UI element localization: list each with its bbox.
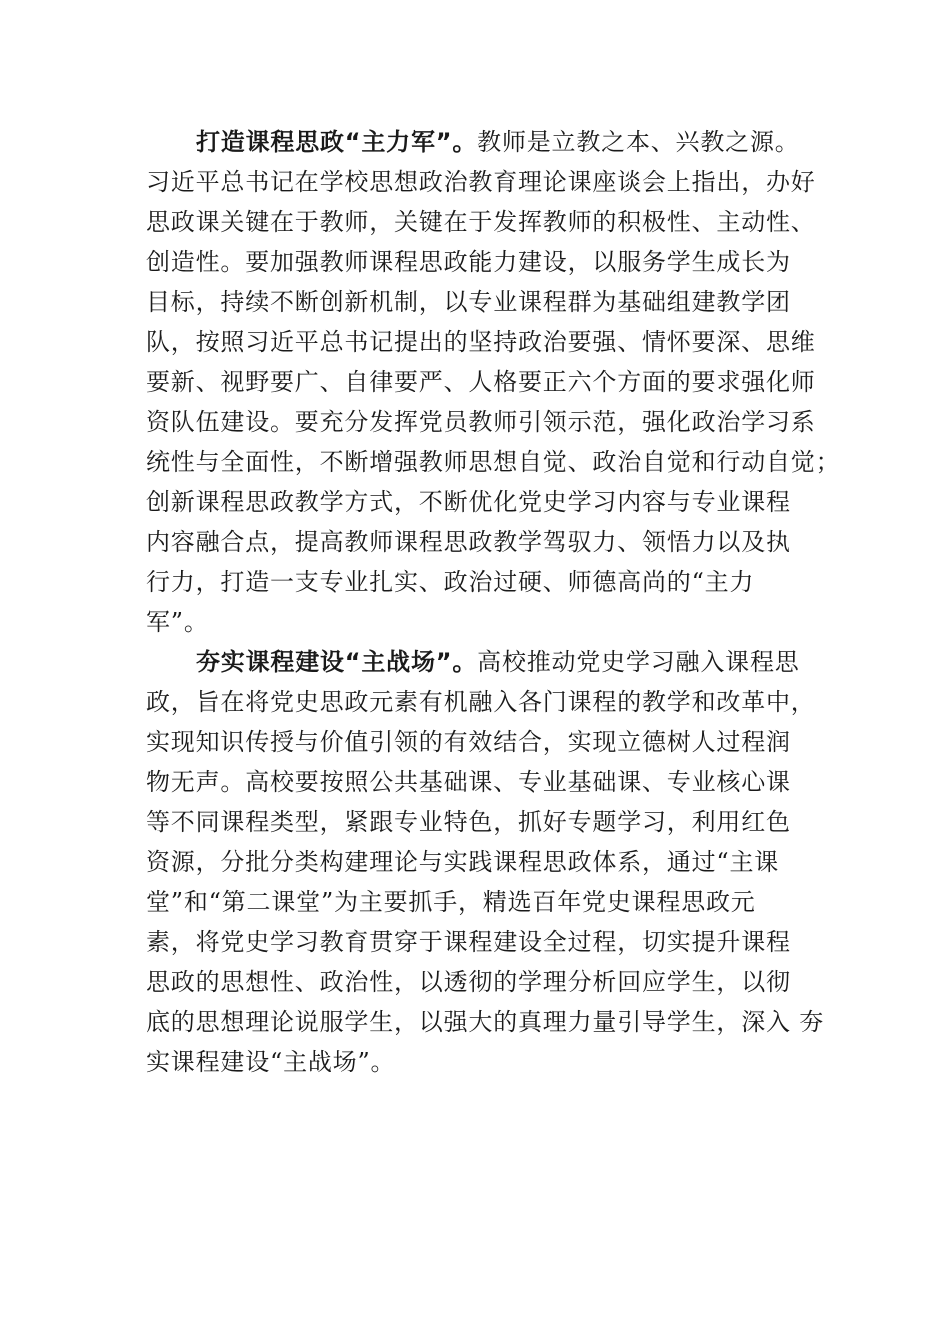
paragraph-curriculum (146, 642, 846, 1082)
paragraph-heading: 夯实课程建设“主战场”。 (196, 648, 478, 676)
paragraph-line: 内容融合点，提高教师课程思政教学驾驭力、领悟力以及执 (146, 528, 791, 556)
paragraph-line: 物无声。高校要按照公共基础课、专业基础课、专业核心课 (146, 768, 791, 796)
paragraph-heading: 打造课程思政“主力军”。 (196, 128, 478, 156)
paragraph-first-line (146, 642, 846, 682)
document-body (146, 122, 846, 1082)
paragraph-line: 实现知识传授与价值引领的有效结合，实现立德树人过程润 (146, 728, 791, 756)
paragraph-line: 习近平总书记在学校思想政治教育理论课座谈会上指出，办好 (146, 168, 816, 196)
paragraph-line: 思政的思想性、政治性，以透彻的学理分析回应学生，以彻 (146, 968, 791, 996)
paragraph-text: 高校推动党史学习融入课程思 (477, 648, 800, 676)
paragraph-line: 素，将党史学习教育贯穿于课程建设全过程，切实提升课程 (146, 928, 791, 956)
paragraph-line: 资源，分批分类构建理论与实践课程思政体系，通过“主课 (146, 848, 780, 876)
paragraph-line: 实课程建设“主战场”。 (146, 1048, 396, 1076)
paragraph-line: 政，旨在将党史思政元素有机融入各门课程的教学和改革中， (146, 688, 816, 716)
paragraph-line: 要新、视野要广、自律要严、人格要正六个方面的要求强化师 (146, 368, 816, 396)
paragraph-teachers (146, 122, 846, 642)
paragraph-text: 教师是立教之本、兴教之源。 (477, 128, 800, 156)
paragraph-line: 统性与全面性，不断增强教师思想自觉、政治自觉和行动自觉； (146, 448, 841, 476)
paragraph-line: 堂”和“第二课堂”为主要抓手，精选百年党史课程思政元 (146, 888, 756, 916)
paragraph-line: 军”。 (146, 608, 209, 636)
paragraph-line: 等不同课程类型，紧跟专业特色，抓好专题学习，利用红色 (146, 808, 791, 836)
paragraph-line: 行力，打造一支专业扎实、政治过硬、师德高尚的“主力 (146, 568, 755, 596)
paragraph-line: 底的思想理论说服学生，以强大的真理力量引导学生，深入 夯 (146, 1008, 825, 1036)
paragraph-line: 创造性。要加强教师课程思政能力建设，以服务学生成长为 (146, 248, 791, 276)
paragraph-line: 创新课程思政教学方式，不断优化党史学习内容与专业课程 (146, 488, 791, 516)
paragraph-line: 队，按照习近平总书记提出的坚持政治要强、情怀要深、思维 (146, 328, 816, 356)
paragraph-line: 目标，持续不断创新机制，以专业课程群为基础组建教学团 (146, 288, 791, 316)
paragraph-first-line (146, 122, 846, 162)
paragraph-line: 思政课关键在于教师，关键在于发挥教师的积极性、主动性、 (146, 208, 816, 236)
paragraph-line: 资队伍建设。要充分发挥党员教师引领示范，强化政治学习系 (146, 408, 816, 436)
